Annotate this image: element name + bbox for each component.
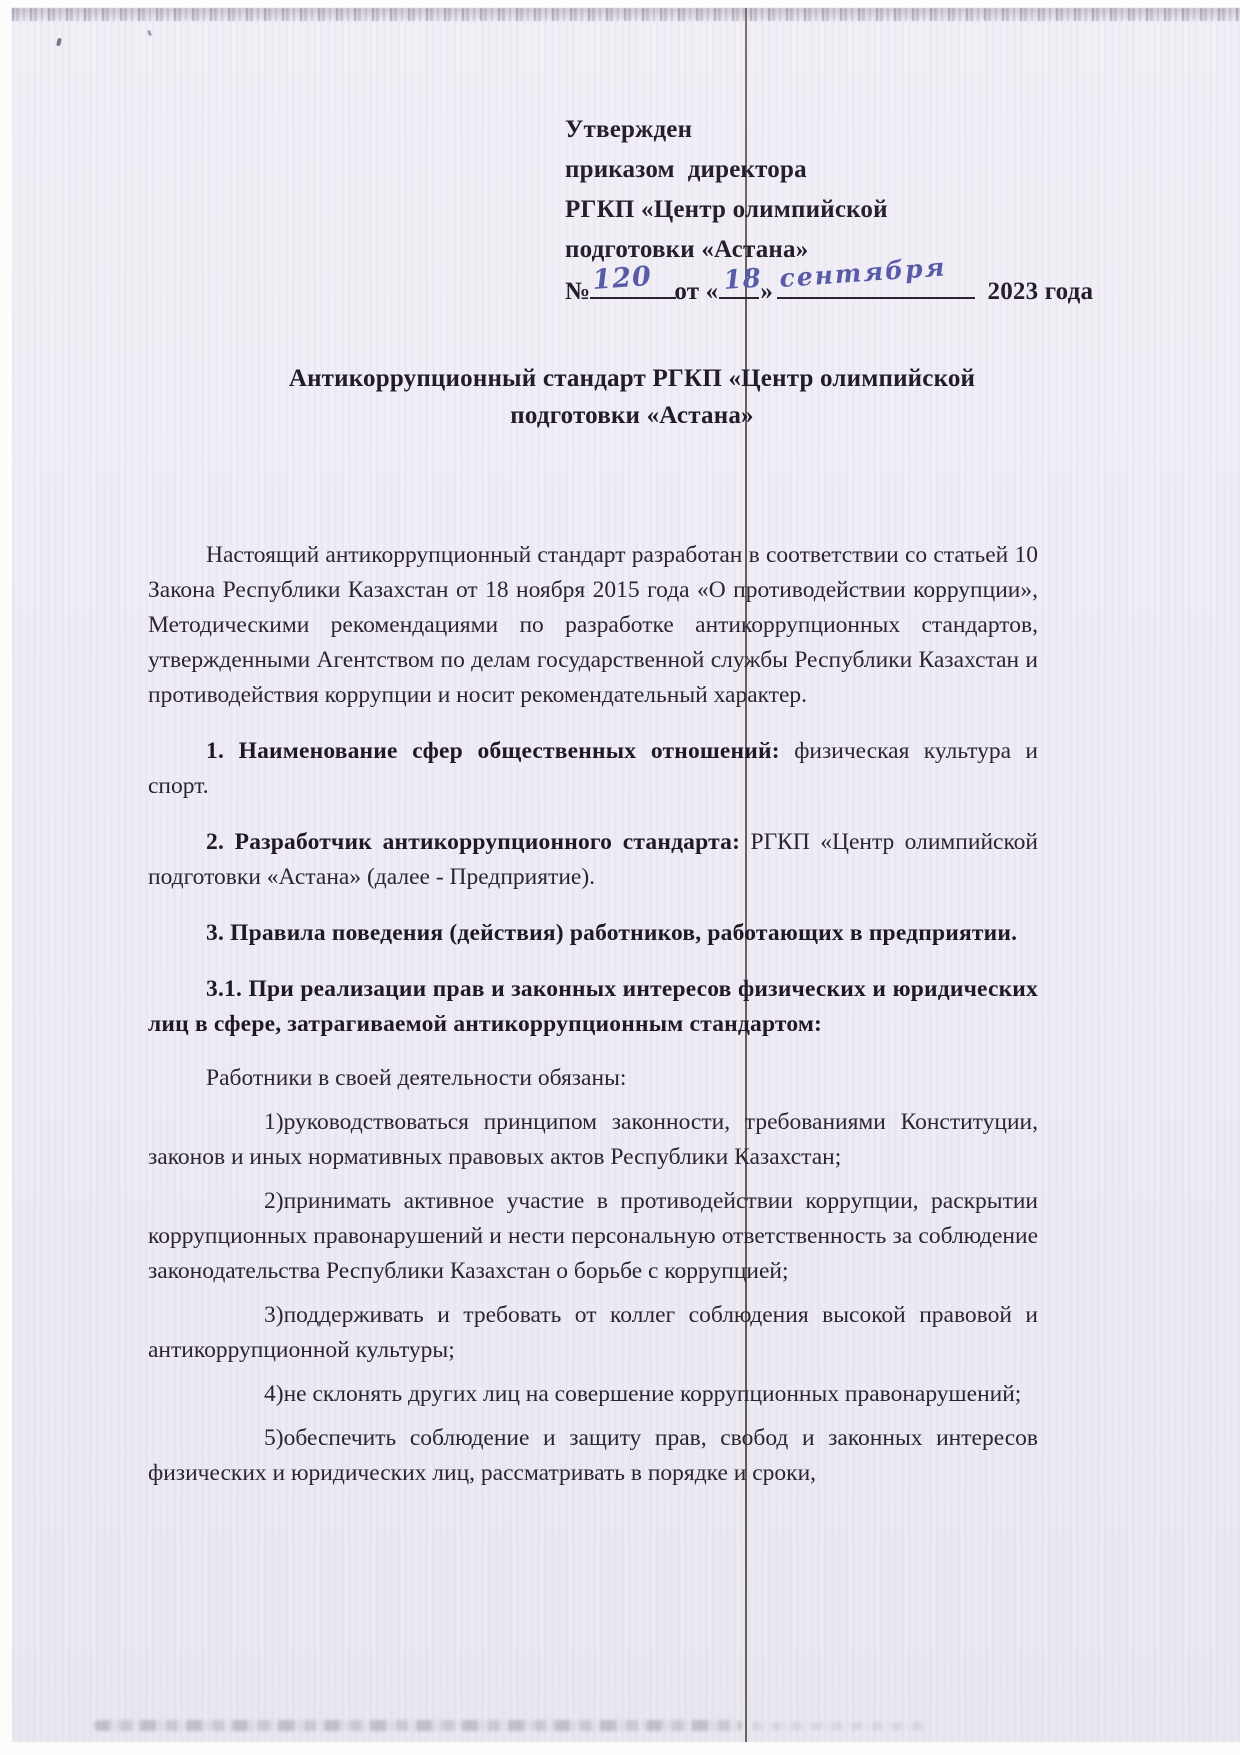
approval-line: подготовки «Астана» — [565, 236, 809, 263]
order-number-blank — [590, 260, 676, 299]
intro-paragraph: Настоящий антикоррупционный стандарт разработан в соответствии со статьей 10 Закона Республики Казахстан от 18 ноября 2015 года «О противодействии коррупции», Методическими рекомендациями по разработке антикоррупционных стандартов, утвержденными Агентством по делам государственной службы Республики Казахстан и противодействия коррупции и носит рекомендательный характер. — [148, 542, 1038, 708]
list-item-number: 2) — [264, 1188, 284, 1214]
list-item-text: принимать активное участие в противодействии коррупции, раскрытии коррупционных правонарушений и нести персональную ответственность за соблюдение законодательства Республики Казахстан о борьбе с коррупцией; — [148, 1188, 1038, 1284]
section-3-heading: 3. Правила поведения (действия) работников, работающих в предприятии. — [206, 920, 1018, 946]
list-item-number: 4) — [264, 1381, 284, 1407]
list-item-2 — [148, 1184, 1038, 1289]
handwritten-day: 18 — [722, 263, 764, 297]
workers-intro-line: Работники в своей деятельности обязаны: — [206, 1065, 627, 1091]
approval-line: РГКП «Центр олимпийской — [565, 196, 888, 223]
section-2 — [148, 825, 1038, 895]
day-blank — [719, 263, 764, 299]
handwritten-month: сентября — [778, 252, 948, 294]
scanned-document-page — [12, 8, 1240, 1742]
scan-speck — [56, 38, 62, 47]
section-3-1-heading: 3.1. При реализации прав и законных интересов физических и юридических лиц в сфере, затрагиваемой антикоррупционным стандартом: — [148, 976, 1038, 1037]
scan-speck — [147, 30, 152, 37]
section-3-1 — [148, 972, 1038, 1042]
handwritten-order-number: 120 — [591, 260, 654, 297]
section-1-text: физическая культура и спорт. — [148, 738, 1038, 799]
list-item-text: руководствоваться принципом законности, требованиями Конституции, законов и иных нормативных правовых актов Республики Казахстан; — [148, 1109, 1038, 1170]
list-item-3 — [148, 1298, 1038, 1368]
close-quote: » — [760, 278, 774, 305]
number-sign: № — [565, 278, 591, 305]
approval-block — [565, 110, 1125, 312]
document-title: Антикоррупционный стандарт РГКП «Центр олимпийской подготовки «Астана» — [288, 365, 976, 429]
month-blank — [777, 252, 975, 299]
list-item-number: 3) — [264, 1302, 284, 1328]
list-item-number: 5) — [264, 1425, 284, 1451]
open-quote: « — [705, 278, 719, 305]
list-item-5 — [148, 1421, 1038, 1491]
list-item-number: 1) — [264, 1109, 284, 1135]
bleed-through-text-ghost — [94, 1720, 742, 1731]
scan-noise-band — [12, 8, 1240, 21]
section-2-heading: 2. Разработчик антикоррупционного стандарта: — [206, 829, 741, 855]
list-item-text: не склонять других лиц на совершение коррупционных правонарушений; — [283, 1381, 1022, 1407]
list-item-4 — [148, 1377, 1038, 1412]
list-item-text: обеспечить соблюдение и защиту прав, свобод и законных интересов физических и юридических лиц, рассматривать в порядке и сроки, — [148, 1425, 1038, 1486]
section-2-text: РГКП «Центр олимпийской подготовки «Астана» (далее - Предприятие). — [148, 829, 1038, 890]
approval-line: Утвержден — [565, 116, 693, 143]
section-1 — [148, 734, 1038, 804]
list-item-1 — [148, 1105, 1038, 1175]
approval-line: приказом директора — [565, 156, 807, 183]
document-body — [148, 538, 1038, 1491]
order-number-date-line — [565, 252, 1125, 312]
list-item-text: поддерживать и требовать от коллег соблюдения высокой правовой и антикоррупционной культуры; — [148, 1302, 1038, 1363]
year-label: 2023 года — [981, 278, 1094, 305]
section-1-heading: 1. Наименование сфер общественных отношений: — [206, 738, 780, 764]
bleed-through-text-ghost — [752, 1722, 932, 1730]
section-3 — [148, 916, 1038, 951]
ot-label: от — [674, 278, 706, 305]
